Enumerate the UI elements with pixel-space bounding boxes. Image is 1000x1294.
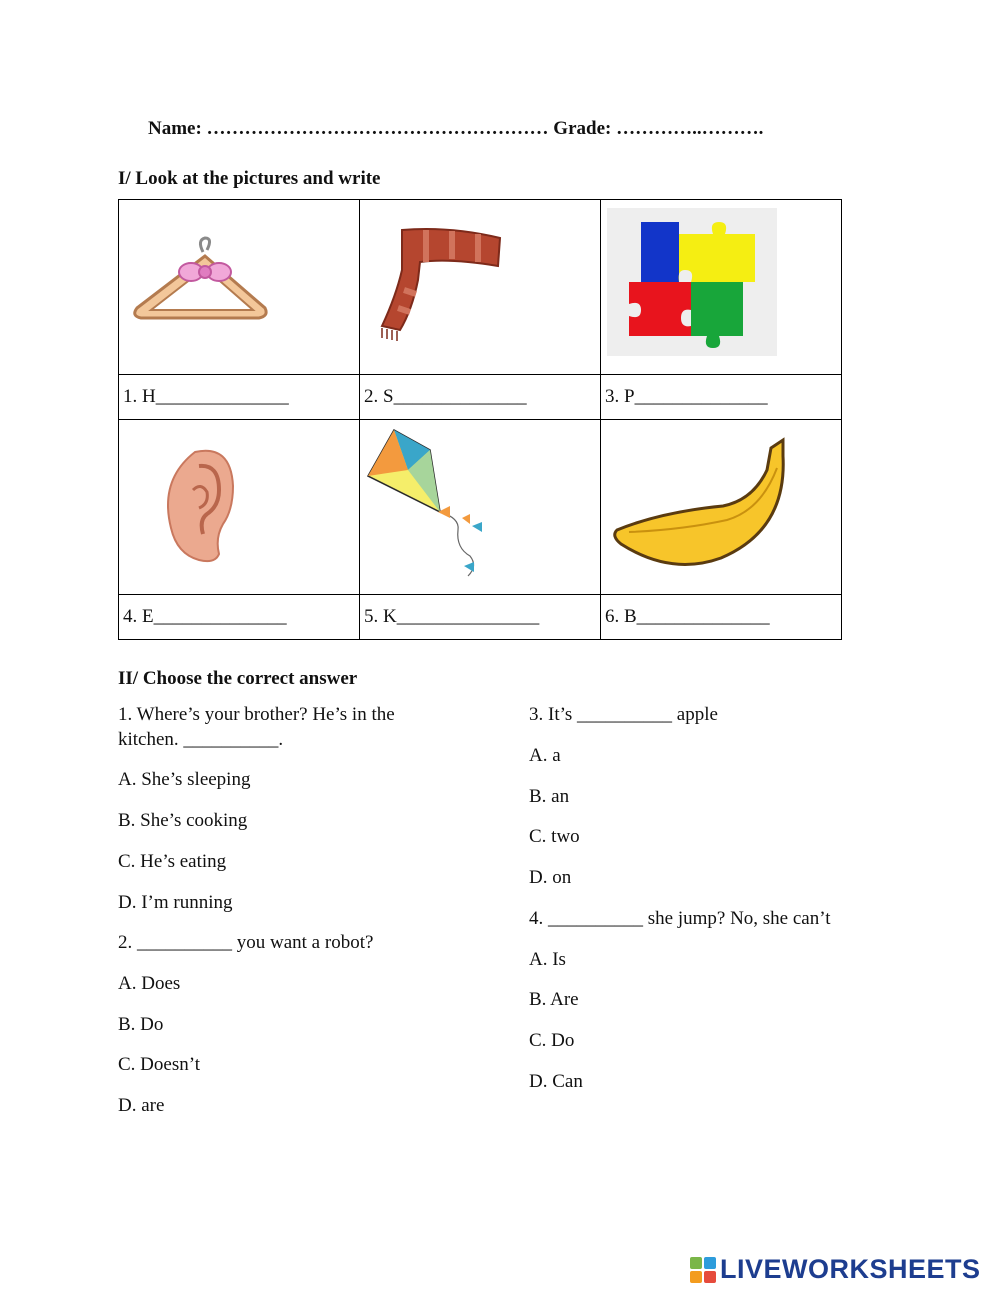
- picture-cell-banana: [601, 420, 842, 595]
- picture-table: [118, 199, 842, 640]
- name-grade-line: Name: ……………………………………………… Grade: …………..……….: [148, 118, 764, 139]
- picture-cell-kite: [360, 420, 601, 595]
- ear-icon: [119, 420, 359, 594]
- question-2-option-b[interactable]: B. Do: [118, 1014, 164, 1035]
- question-1-line1: 1. Where’s your brother? He’s in the: [118, 704, 395, 725]
- question-1-option-a[interactable]: A. She’s sleeping: [118, 769, 251, 790]
- puzzle-icon: [601, 200, 841, 374]
- question-3-option-a[interactable]: A. a: [529, 745, 561, 766]
- answer-label-4[interactable]: 4. E______________: [119, 595, 360, 640]
- picture-cell-ear: [119, 420, 360, 595]
- question-3-stem: 3. It’s __________ apple: [529, 704, 718, 725]
- question-1-option-d[interactable]: D. I’m running: [118, 892, 233, 913]
- question-3-option-d[interactable]: D. on: [529, 867, 572, 888]
- section-2-title: II/ Choose the correct answer: [118, 668, 358, 689]
- liveworksheets-logo: [690, 1254, 981, 1285]
- question-2-stem: 2. __________ you want a robot?: [118, 932, 374, 953]
- question-4-option-c[interactable]: C. Do: [529, 1030, 575, 1051]
- picture-cell-puzzle: [601, 200, 842, 375]
- liveworksheets-logo-text: LIVEWORKSHEETS: [720, 1254, 981, 1284]
- question-4-option-b[interactable]: B. Are: [529, 989, 579, 1010]
- kite-icon: [360, 420, 600, 594]
- picture-cell-hanger: [119, 200, 360, 375]
- hanger-icon: [119, 200, 359, 374]
- answer-label-2[interactable]: 2. S______________: [360, 375, 601, 420]
- question-3-option-c[interactable]: C. two: [529, 826, 580, 847]
- picture-cell-scarf: [360, 200, 601, 375]
- answer-label-5[interactable]: 5. K_______________: [360, 595, 601, 640]
- answer-label-1[interactable]: 1. H______________: [119, 375, 360, 420]
- question-2-option-c[interactable]: C. Doesn’t: [118, 1054, 200, 1075]
- question-3-option-b[interactable]: B. an: [529, 786, 570, 807]
- question-1-option-c[interactable]: C. He’s eating: [118, 851, 227, 872]
- question-4-stem: 4. __________ she jump? No, she can’t: [529, 908, 831, 929]
- question-1-option-b[interactable]: B. She’s cooking: [118, 810, 248, 831]
- question-4-option-d[interactable]: D. Can: [529, 1071, 583, 1092]
- liveworksheets-logo-icon: [690, 1257, 716, 1283]
- scarf-icon: [360, 200, 600, 374]
- question-1-line2: kitchen. __________.: [118, 729, 284, 750]
- question-2-option-a[interactable]: A. Does: [118, 973, 181, 994]
- question-4-option-a[interactable]: A. Is: [529, 949, 566, 970]
- question-2-option-d[interactable]: D. are: [118, 1095, 165, 1116]
- banana-icon: [601, 420, 841, 594]
- answer-label-6[interactable]: 6. B______________: [601, 595, 842, 640]
- section-1-title: I/ Look at the pictures and write: [118, 168, 381, 189]
- answer-label-3[interactable]: 3. P______________: [601, 375, 842, 420]
